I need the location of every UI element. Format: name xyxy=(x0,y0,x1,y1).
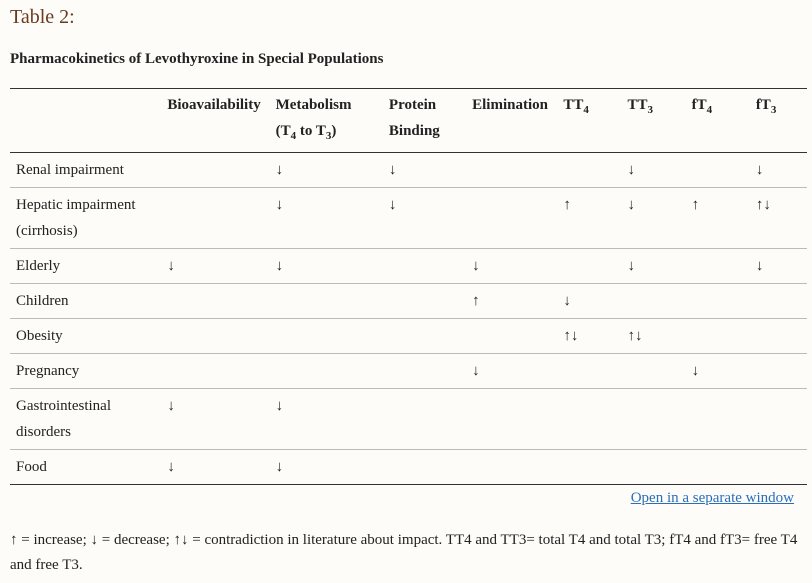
table-footnote: ↑ = increase; ↓ = decrease; ↑↓ = contradiction in literature about impact. TT4 and TT3= total T4 and total T3; fT4 and fT3= free T4 and free T3. xyxy=(10,532,798,573)
table-cell xyxy=(750,389,807,450)
table-cell xyxy=(686,450,750,485)
row-label: Gastrointestinal disorders xyxy=(16,398,111,440)
table-cell xyxy=(466,188,557,249)
open-in-separate-window-link[interactable]: Open in a separate window xyxy=(630,490,794,506)
table-cell: ↑ xyxy=(563,197,571,213)
table-cell xyxy=(383,319,466,354)
row-label: Hepatic impairment (cirrhosis) xyxy=(16,197,136,239)
table-cell: ↓ xyxy=(275,162,284,178)
table-cell: ↓ xyxy=(275,459,284,475)
table-cell xyxy=(466,153,557,188)
header-tt4: $TT_4$ xyxy=(563,97,589,116)
table-cell xyxy=(466,389,557,450)
table-cell xyxy=(622,389,686,450)
table-cell xyxy=(686,389,750,450)
row-label: Elderly xyxy=(16,258,61,274)
table-cell: ↓ xyxy=(755,162,764,178)
table-cell xyxy=(161,319,269,354)
row-label: Children xyxy=(16,293,69,309)
table-cell: ↑ xyxy=(472,293,480,309)
table-cell: ↓ xyxy=(388,162,397,178)
table-cell xyxy=(622,284,686,319)
row-label: Obesity xyxy=(16,328,63,344)
table-row xyxy=(10,249,807,284)
table-cell xyxy=(557,153,621,188)
header-protein-binding: Protein Binding xyxy=(388,97,440,139)
table-cell xyxy=(557,389,621,450)
table-cell: ↓ xyxy=(691,363,700,379)
table-cell xyxy=(622,354,686,389)
header-ft4: $fT_4$ xyxy=(691,97,713,116)
table-row xyxy=(10,319,807,354)
row-label: Renal impairment xyxy=(16,162,124,178)
table-cell: ↓ xyxy=(755,258,764,274)
table-cell xyxy=(161,284,269,319)
table-cell xyxy=(383,450,466,485)
table-cell xyxy=(686,319,750,354)
table-cell xyxy=(557,354,621,389)
table-row xyxy=(10,389,807,450)
table-cell xyxy=(270,319,383,354)
header-metabolism xyxy=(270,89,383,153)
table-cell: ↓ xyxy=(472,363,480,379)
table-cell xyxy=(557,450,621,485)
table-cell xyxy=(383,354,466,389)
table-cell: ↑↓ xyxy=(563,328,579,344)
table-cell xyxy=(466,450,557,485)
table-cell xyxy=(686,284,750,319)
table-body xyxy=(10,153,807,485)
table-header-row xyxy=(10,89,807,153)
pharmacokinetics-table xyxy=(10,88,807,485)
table-cell: ↓ xyxy=(167,398,175,414)
row-label: Food xyxy=(16,459,47,475)
header-elimination: Elimination xyxy=(472,97,548,113)
table-cell xyxy=(686,249,750,284)
table-cell xyxy=(383,389,466,450)
table-cell xyxy=(161,153,269,188)
table-cell xyxy=(622,450,686,485)
table-cell: ↓ xyxy=(627,258,635,274)
header-ft3: $fT_3$ xyxy=(755,97,777,116)
table-cell xyxy=(750,450,807,485)
table-container xyxy=(10,88,807,485)
table-cell xyxy=(383,284,466,319)
header-bioavailability: Bioavailability xyxy=(167,97,261,113)
header-tt3: $TT_3$ xyxy=(627,97,654,116)
table-caption: Pharmacokinetics of Levothyroxine in Special Populations xyxy=(10,51,384,67)
table-cell xyxy=(750,284,807,319)
table-cell: ↓ xyxy=(627,162,635,178)
header-metabolism-line1: Metabolism xyxy=(275,97,352,113)
table-cell xyxy=(750,319,807,354)
table-row xyxy=(10,153,807,188)
table-cell xyxy=(466,319,557,354)
table-cell: ↓ xyxy=(167,459,175,475)
table-cell: ↓ xyxy=(275,197,284,213)
table-cell xyxy=(270,354,383,389)
table-cell: ↓ xyxy=(167,258,175,274)
header-population xyxy=(10,89,161,153)
row-label: Pregnancy xyxy=(16,363,80,379)
table-row xyxy=(10,450,807,485)
table-cell: ↓ xyxy=(563,293,571,309)
table-row xyxy=(10,284,807,319)
table-row xyxy=(10,188,807,249)
table-cell xyxy=(750,354,807,389)
table-row xyxy=(10,354,807,389)
table-cell: ↓ xyxy=(275,398,284,414)
table-cell xyxy=(383,249,466,284)
table-cell xyxy=(161,188,269,249)
table-cell: ↓ xyxy=(275,258,284,274)
table-cell xyxy=(557,249,621,284)
table-cell xyxy=(270,284,383,319)
header-metabolism-line2: ($T_4$ to $T_3$) xyxy=(275,123,337,142)
table-cell xyxy=(686,153,750,188)
table-cell xyxy=(161,354,269,389)
table-cell: ↓ xyxy=(472,258,480,274)
table-cell: ↑ xyxy=(691,197,700,213)
table-label: Table 2: xyxy=(10,6,75,28)
table-cell: ↑↓ xyxy=(755,197,771,213)
table-cell: ↓ xyxy=(627,197,635,213)
table-cell: ↓ xyxy=(388,197,397,213)
table-cell: ↑↓ xyxy=(627,328,643,344)
